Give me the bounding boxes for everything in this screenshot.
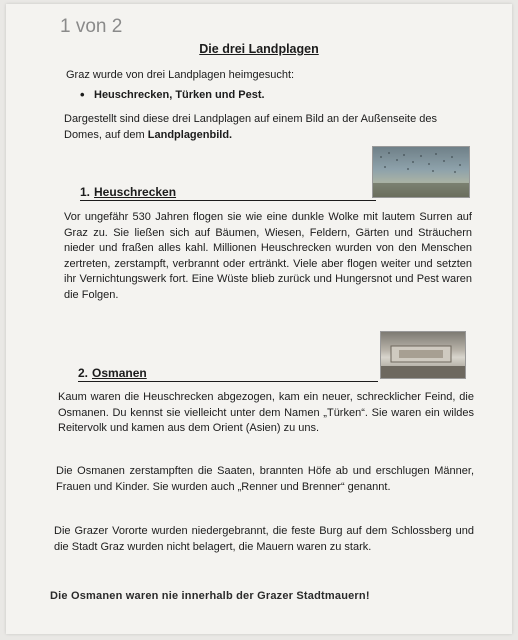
- section-number: 1.: [80, 185, 91, 199]
- cutoff-line: Die Osmanen waren nie innerhalb der Grazer Stadtmauern!: [50, 590, 370, 602]
- locust-swarm-drawing: [373, 147, 469, 197]
- section-paragraph: Die Grazer Vororte wurden niedergebrannt, die feste Burg auf dem Schlossberg und die Stadt Graz wurden nicht belagert, die Mauern waren zu stark.: [54, 525, 474, 553]
- section-title: Heuschrecken: [94, 185, 177, 199]
- osmanen-drawing: [381, 332, 465, 378]
- osmanen-image: [380, 331, 466, 379]
- section-heading-osmanen: [78, 366, 378, 382]
- depiction-bold: Landplagenbild.: [147, 128, 233, 141]
- intro-text: Graz wurde von drei Landplagen heimgesucht:: [66, 69, 295, 81]
- section-heading-heuschrecken: [80, 185, 376, 201]
- list-item: • Heuschrecken, Türken und Pest.: [80, 88, 460, 104]
- depiction-text: [64, 112, 464, 143]
- section-paragraph: Kaum waren die Heuschrecken abgezogen, kam ein neuer, schrecklicher Feind, die Osmanen. Du kennst sie vielleicht unter dem Namen „Türken“. Sie waren ein wildes Reitervolk und kamen aus dem Orient (Asien) zu uns.: [58, 391, 474, 434]
- section-title: Osmanen: [92, 366, 147, 380]
- depiction-text-part: Dargestellt sind diese drei Landplagen auf einem Bild an der Außenseite des Domes, auf dem: [64, 113, 438, 141]
- section-number: 2.: [78, 366, 89, 380]
- section-paragraph: Die Osmanen zerstampften die Saaten, brannten Höfe ab und erschlugen Männer, Frauen und Kinder. Sie wurden auch „Renner und Brenner“ genannt.: [56, 465, 474, 493]
- locust-swarm-image: [372, 146, 470, 198]
- document-page: [6, 4, 512, 634]
- document-title: Die drei Landplagen: [199, 42, 319, 56]
- page-counter: 1 von 2: [60, 16, 123, 37]
- bullet-list: [80, 88, 460, 104]
- section-paragraph: Vor ungefähr 530 Jahren flogen sie wie eine dunkle Wolke mit lautem Surren auf Graz zu. Sie ließen sich auf Bäumen, Wiesen, Feldern, Gärten und Sträuchern nieder und fraßen alles kahl. Millionen Heuschrecken wurden von den Menschen zertreten, zerstampft, verbrannt oder ertränkt. Viele aber flogen weiter und setzten ihr Vernichtungswerk fort. Eine Wüste blieb zurück und Hungersnot und Pest waren die Folgen.: [64, 211, 472, 301]
